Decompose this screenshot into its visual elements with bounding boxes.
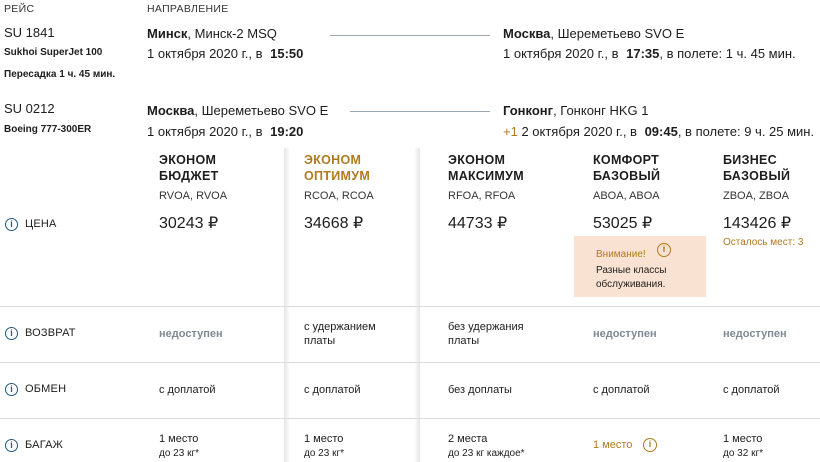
direction-column-header: НАПРАВЛЕНИЕ (147, 3, 229, 15)
warning-title: Внимание! (596, 249, 646, 260)
segment-1-arr-time: 17:35 (626, 46, 660, 61)
segment-2-dep-city: Москва (147, 103, 195, 118)
fare-refund: недоступен (159, 328, 223, 340)
segment-2-day-offset: +1 (503, 124, 518, 139)
fare-refund: с удержанием платы (304, 321, 376, 347)
segment-1-dep-time: 15:50 (270, 46, 304, 61)
fare-baggage-count: 1 место (159, 433, 199, 445)
fare-refund: недоступен (723, 328, 787, 340)
segment-1-route-line (330, 35, 490, 36)
segment-1-arrival-place (503, 26, 684, 42)
fare-refund: недоступен (593, 328, 657, 340)
fare-title-line2: БЮДЖЕТ (159, 169, 219, 183)
fare-baggage-weight: до 23 кг* (304, 448, 344, 459)
fare-exchange: с доплатой (159, 384, 216, 396)
row-divider-refund (0, 306, 820, 307)
fare-refund: без удержания платы (448, 321, 524, 347)
segment-1-dep-city: Минск (147, 26, 188, 41)
segment-1-arrival-time (503, 46, 796, 62)
segment-2-arr-time: 09:45 (644, 124, 678, 139)
row-label-price: ЦЕНА (25, 218, 57, 230)
fare-baggage-count: 1 место (304, 433, 344, 445)
fare-column-economy-optimum[interactable] (304, 152, 414, 184)
fare-codes: ABOA, ABOA (593, 190, 660, 202)
segment-2-route-line (350, 111, 490, 112)
fare-price[interactable]: 34668 ₽ (304, 215, 364, 232)
fare-column-comfort-basic[interactable] (593, 152, 713, 184)
segment-2-flight-number: SU 0212 (4, 101, 55, 116)
fare-baggage-weight: до 32 кг* (723, 448, 763, 459)
fare-exchange: с доплатой (593, 384, 650, 396)
baggage-warning-icon[interactable]: i (643, 438, 657, 452)
fare-baggage-count: 2 места (448, 433, 488, 445)
fare-price[interactable]: 44733 ₽ (448, 215, 508, 232)
baggage-info-icon[interactable]: i (5, 439, 18, 452)
row-label-exchange: ОБМЕН (25, 383, 67, 395)
fare-exchange: без доплаты (448, 384, 512, 396)
segment-2-aircraft: Boeing 777-300ER (4, 124, 92, 135)
segment-1-flight-number: SU 1841 (4, 25, 55, 40)
fare-title-line1: ЭКОНОМ (159, 153, 217, 167)
row-divider-exchange (0, 362, 820, 363)
segment-2-departure-time (147, 124, 303, 140)
fare-price[interactable]: 143426 ₽ (723, 215, 792, 232)
fare-title-line1: ЭКОНОМ (304, 153, 362, 167)
fare-codes: RVOA, RVOA (159, 190, 228, 202)
fare-title-line1: КОМФОРТ (593, 153, 660, 167)
segment-1-dep-airport: , Минск-2 MSQ (187, 26, 277, 41)
flight-column-header: РЕЙС (4, 3, 35, 15)
segment-1-departure-time (147, 46, 303, 62)
fare-exchange: с доплатой (304, 384, 361, 396)
segment-1-in-flight: , в полете: 1 ч. 45 мин. (659, 46, 796, 61)
segment-2-in-flight: , в полете: 9 ч. 25 мин. (677, 124, 815, 139)
fare-title-line2: ОПТИМУМ (304, 169, 371, 183)
segment-1-transfer: Пересадка 1 ч. 45 мин. (4, 69, 116, 80)
row-label-refund: ВОЗВРАТ (25, 327, 76, 339)
fare-column-economy-maximum[interactable] (448, 152, 568, 184)
fare-baggage-count: 1 место (723, 433, 763, 445)
fare-exchange: с доплатой (723, 384, 780, 396)
exchange-info-icon[interactable]: i (5, 383, 18, 396)
selected-column-right-edge (414, 148, 420, 462)
warning-info-icon[interactable]: i (657, 243, 671, 257)
price-info-icon[interactable]: i (5, 218, 18, 231)
segment-2-arr-airport: , Гонконг HKG 1 (553, 103, 649, 118)
segment-2-arr-date: 2 октября 2020 г., в (517, 124, 637, 139)
selected-column-left-edge (284, 148, 290, 462)
fare-codes: ZBOA, ZBOA (723, 190, 790, 202)
fare-title-line2: БАЗОВЫЙ (593, 169, 661, 183)
fare-baggage-weight: до 23 кг каждое* (448, 448, 525, 459)
row-divider-baggage (0, 418, 820, 419)
segment-2-dep-airport: , Шереметьево SVO E (194, 103, 329, 118)
fare-title-line1: БИЗНЕС (723, 153, 777, 167)
row-label-baggage: БАГАЖ (25, 439, 64, 451)
segment-2-dep-time: 19:20 (270, 124, 304, 139)
segment-1-dep-date: 1 октября 2020 г., в (147, 46, 263, 61)
fare-column-economy-budget[interactable] (159, 152, 279, 184)
fare-price[interactable]: 30243 ₽ (159, 215, 219, 232)
segment-2-departure-place (147, 103, 328, 119)
fare-column-business-basic[interactable] (723, 152, 818, 184)
fare-title-line2: МАКСИМУМ (448, 169, 524, 183)
fare-title-line1: ЭКОНОМ (448, 153, 506, 167)
segment-1-arr-date: 1 октября 2020 г., в (503, 46, 619, 61)
segment-1-arr-airport: , Шереметьево SVO E (550, 26, 685, 41)
segment-1-departure-place (147, 26, 277, 42)
class-warning-box (574, 236, 706, 297)
segment-1-aircraft: Sukhoi SuperJet 100 (4, 47, 103, 58)
segment-2-arrival-time (503, 124, 814, 140)
segment-2-arrival-place (503, 103, 648, 119)
segment-1-arr-city: Москва (503, 26, 551, 41)
segment-2-dep-date: 1 октября 2020 г., в (147, 124, 263, 139)
fare-codes: RFOA, RFOA (448, 190, 516, 202)
seats-left: Осталось мест: 3 (723, 237, 804, 248)
fare-price[interactable]: 53025 ₽ (593, 215, 653, 232)
refund-info-icon[interactable]: i (5, 327, 18, 340)
fare-baggage-weight: до 23 кг* (159, 448, 199, 459)
warning-text: Разные классы обслуживания. (596, 265, 667, 290)
fare-title-line2: БАЗОВЫЙ (723, 169, 791, 183)
fare-baggage-count: 1 место (593, 439, 633, 451)
fare-codes: RCOA, RCOA (304, 190, 374, 202)
segment-2-arr-city: Гонконг (503, 103, 554, 118)
